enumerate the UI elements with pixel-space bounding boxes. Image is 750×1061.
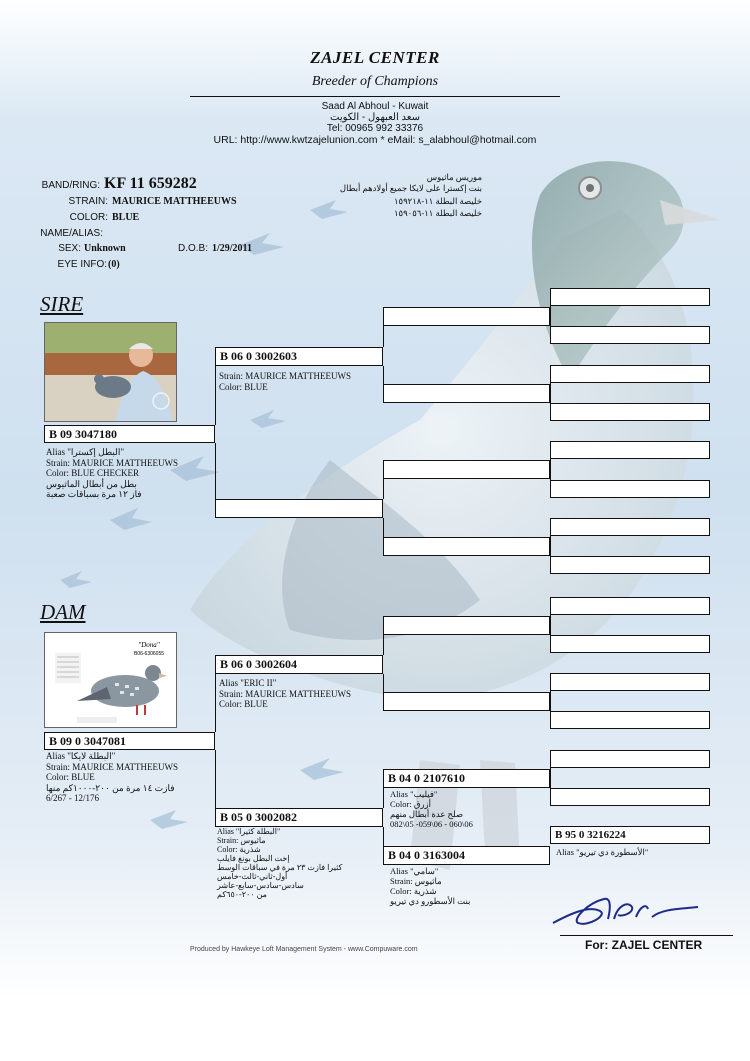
dam-sire-alias: Alias "ERIC II" bbox=[219, 678, 277, 688]
dam-band-box: B 09 0 3047081 bbox=[44, 732, 215, 750]
sire-sire-color: Color: BLUE bbox=[219, 381, 268, 392]
dam-photo-caption: "Dona" bbox=[138, 641, 160, 649]
dam-note-1: فازت ١٤ مرة من ٢٠٠-١٠٠٠كم منها bbox=[46, 782, 175, 793]
dam-photo-ring: B06-6306055 bbox=[133, 651, 165, 657]
dam-photo bbox=[44, 632, 177, 728]
color-value: BLUE bbox=[112, 212, 140, 223]
gen4-box-3 bbox=[550, 365, 710, 383]
sire-section-label: SIRE bbox=[40, 292, 84, 316]
color-label: COLOR: bbox=[69, 212, 108, 223]
dam-dam-sire-band-box: B 04 0 2107610 bbox=[383, 769, 550, 788]
dam-dam-dam-color: Color: شذرية bbox=[390, 886, 437, 896]
connector bbox=[383, 827, 384, 846]
gen4-box-1 bbox=[550, 288, 710, 306]
connector bbox=[215, 366, 216, 425]
notes-arabic-4: خليصة البطلة ١١-١٥٩٠٥٦ bbox=[393, 208, 482, 218]
gen4-box-ggs: B 95 0 3216224 bbox=[550, 826, 710, 844]
dam-dam-note-5: من ٢٠٠-٦٥٠كم bbox=[217, 890, 267, 899]
dam-dam-details bbox=[217, 827, 342, 899]
dam-dam-sire-details bbox=[390, 789, 473, 829]
eye-info-label: EYE INFO: bbox=[57, 259, 107, 270]
dam-dam-note-2: كثيرا فازت ٢٣ مرة في سباقات الوسط bbox=[217, 863, 343, 872]
connector bbox=[215, 443, 216, 499]
connector bbox=[383, 788, 384, 808]
gen4-box-5 bbox=[550, 441, 710, 459]
dam-dam-dam-details bbox=[390, 866, 470, 906]
eye-info-value: (0) bbox=[108, 259, 120, 270]
connector bbox=[383, 326, 384, 347]
gen3-box-6 bbox=[383, 692, 550, 711]
page-subtitle: Breeder of Champions bbox=[311, 74, 439, 89]
notes-arabic-1: موريس ماثيوس bbox=[426, 172, 482, 182]
connector bbox=[383, 518, 384, 537]
sire-note-2: فاز ١٢ مرة بسباقات صعبة bbox=[46, 489, 142, 499]
connector bbox=[550, 691, 551, 711]
sire-band-box: B 09 3047180 bbox=[44, 425, 215, 443]
sex-value: Unknown bbox=[84, 243, 126, 254]
dam-note-2: 6/267 - 12/176 bbox=[46, 793, 99, 803]
sex-label: SEX: bbox=[58, 243, 81, 254]
dam-dam-band-box: B 05 0 3002082 bbox=[215, 808, 383, 827]
connector bbox=[383, 674, 384, 692]
sire-strain: Strain: MAURICE MATTHEEUWS bbox=[46, 457, 178, 468]
connector bbox=[550, 383, 551, 403]
notes-arabic-3: خليصة البطلة ١١-١٥٩٢١٨ bbox=[393, 196, 482, 206]
notes-arabic-2: بنت إكسترا على لايكا جميع أولادهم أبطال bbox=[339, 183, 482, 193]
dam-strain: Strain: MAURICE MATTHEEUWS bbox=[46, 761, 178, 772]
gen3-box-2 bbox=[383, 384, 550, 403]
dam-dam-sire-color: Color: أزرق bbox=[390, 799, 432, 809]
connector bbox=[550, 615, 551, 635]
dam-sire-band-box: B 06 0 3002604 bbox=[215, 655, 383, 674]
dam-dam-strain: Strain: ماثيوس bbox=[217, 836, 266, 845]
dam-dam-alias: Alias "البطلة كثيرا" bbox=[217, 827, 281, 836]
connector bbox=[550, 459, 551, 480]
gen4-ggs-alias: Alias "الأسطورة دي تيريو" bbox=[556, 847, 649, 857]
connector bbox=[383, 635, 384, 655]
dob-value: 1/29/2011 bbox=[212, 243, 253, 254]
gen4-ggs-details bbox=[556, 847, 648, 858]
connector bbox=[550, 306, 551, 326]
sire-color: Color: BLUE CHECKER bbox=[46, 468, 140, 478]
gen3-box-1 bbox=[383, 307, 550, 326]
dam-sire-strain: Strain: MAURICE MATTHEEUWS bbox=[219, 688, 351, 699]
gen4-box-10 bbox=[550, 635, 710, 653]
dob-label: D.O.B: bbox=[178, 243, 209, 254]
connector bbox=[383, 479, 384, 499]
gen4-box-13 bbox=[550, 750, 710, 768]
connector bbox=[215, 674, 216, 732]
header-divider bbox=[190, 96, 560, 97]
gen4-box-8 bbox=[550, 556, 710, 574]
dam-section-label: DAM bbox=[40, 600, 86, 624]
sire-sire-details bbox=[219, 371, 351, 392]
dam-color: Color: BLUE bbox=[46, 772, 95, 782]
name-alias-label: NAME/ALIAS: bbox=[40, 228, 103, 239]
gen4-box-6 bbox=[550, 480, 710, 498]
signature-line bbox=[560, 935, 733, 936]
dam-dam-note-3: أول-ثاني-ثالث-خامس bbox=[217, 872, 288, 881]
page-title: ZAJEL CENTER bbox=[310, 48, 440, 67]
for-label: For: ZAJEL CENTER bbox=[585, 938, 703, 952]
sire-details bbox=[46, 447, 178, 500]
dam-sire-details bbox=[219, 678, 351, 710]
dam-alias: Alias "البطلة لايكا" bbox=[46, 751, 116, 761]
contact-line: URL: http://www.kwtzajelunion.com * eMail: s_alabhoul@hotmail.com bbox=[213, 134, 537, 146]
dam-details bbox=[46, 751, 178, 804]
signature bbox=[548, 893, 718, 933]
owner-name: Saad Al Abhoul - Kuwait bbox=[321, 101, 429, 112]
gen4-box-7 bbox=[550, 518, 710, 536]
dam-dam-sire-note-2: 082\05 -059\06 - 060\06 bbox=[390, 819, 473, 829]
band-number: KF 11 659282 bbox=[104, 175, 197, 192]
owner-name-arabic: سعد العبهول - الكويت bbox=[330, 112, 420, 123]
sire-photo bbox=[44, 322, 177, 422]
phone-number: Tel: 00965 992 33376 bbox=[326, 123, 424, 134]
strain-label: STRAIN: bbox=[68, 196, 108, 207]
gen4-box-2 bbox=[550, 326, 710, 344]
dam-dam-dam-band-box: B 04 0 3163004 bbox=[383, 846, 550, 865]
dam-dam-dam-strain: Strain: ماثيوس bbox=[390, 876, 442, 886]
dam-dam-note-4: سادس-سادس-سابع-عاشر bbox=[217, 881, 304, 890]
sire-alias: Alias "البطل إكسترا" bbox=[46, 447, 125, 457]
dam-dam-note-1: إخت البطل بونغ فايلب bbox=[217, 854, 290, 863]
gen3-box-4 bbox=[383, 537, 550, 556]
sire-dam-band-box bbox=[215, 499, 383, 518]
band-label: BAND/RING: bbox=[41, 180, 100, 191]
sire-note-1: بطل من أبطال الماثيوس bbox=[46, 478, 137, 489]
sire-sire-strain: Strain: MAURICE MATTHEEUWS bbox=[219, 371, 351, 381]
gen4-box-9 bbox=[550, 597, 710, 615]
dam-dam-color: Color: شذرية bbox=[217, 845, 261, 854]
gen3-box-5 bbox=[383, 616, 550, 635]
dam-dam-dam-note: بنت الأسطورو دي تيريو bbox=[390, 896, 471, 906]
strain-value: MAURICE MATTHEEUWS bbox=[112, 196, 237, 207]
dam-dam-sire-alias: Alias "فيليب" bbox=[390, 789, 438, 799]
connector bbox=[550, 768, 551, 788]
dam-sire-color: Color: BLUE bbox=[219, 699, 268, 709]
dam-dam-dam-alias: Alias "سامي" bbox=[390, 866, 439, 876]
gen3-box-3 bbox=[383, 460, 550, 479]
gen4-box-11 bbox=[550, 673, 710, 691]
connector bbox=[215, 750, 216, 808]
produced-by: Produced by Hawkeye Loft Management System - www.Compuware.com bbox=[190, 946, 418, 953]
gen4-box-4 bbox=[550, 403, 710, 421]
sire-sire-band-box: B 06 0 3002603 bbox=[215, 347, 383, 366]
dam-dam-sire-note-1: صلح عدة أبطال منهم bbox=[390, 809, 464, 819]
connector bbox=[383, 366, 384, 384]
connector bbox=[550, 536, 551, 556]
gen4-box-12 bbox=[550, 711, 710, 729]
gen4-box-14 bbox=[550, 788, 710, 806]
